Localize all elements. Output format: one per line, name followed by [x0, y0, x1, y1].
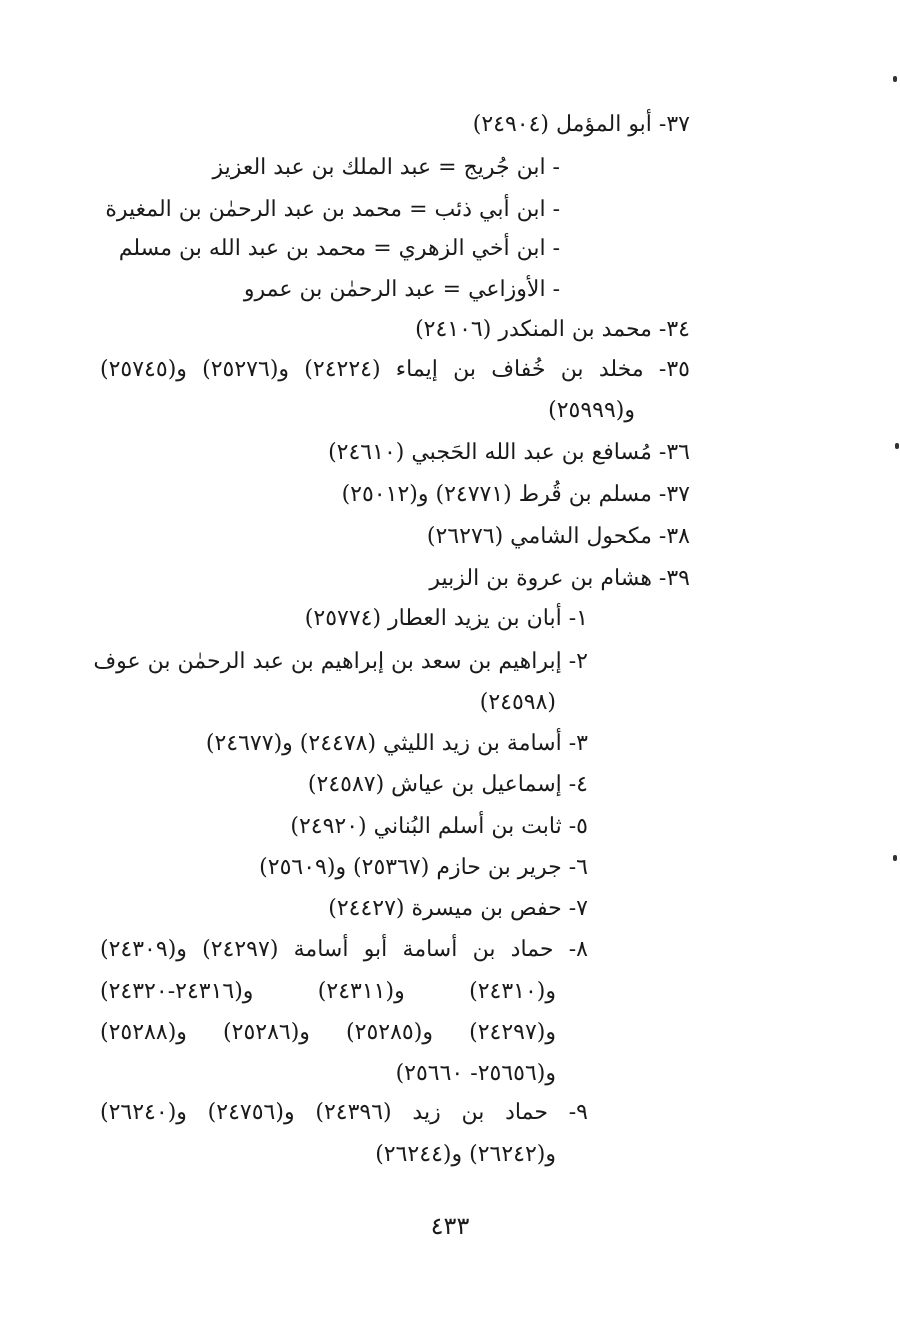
entry-line: ٣٩- هشام بن عروة بن الزبير: [429, 566, 690, 591]
narrator-continuation: (٢٤٥٩٨): [479, 690, 556, 715]
narrator-line: ٦- جرير بن حازم (٢٥٣٦٧) و(٢٥٦٠٩): [259, 855, 588, 880]
narrator-line: ٢- إبراهيم بن سعد بن إبراهيم بن عبد الرحمٰن بن عوف: [93, 649, 588, 674]
sub-entry-line: - ابن جُريج = عبد الملك بن عبد العزيز: [212, 155, 560, 180]
page-number: ٤٣٣: [430, 1212, 470, 1240]
narrator-line: ٩- حماد بن زيد (٢٤٣٩٦) و(٢٤٧٥٦) و(٢٦٢٤٠): [100, 1100, 588, 1125]
entry-continuation: و(٢٥٩٩٩): [548, 398, 635, 423]
sub-entry-line: - الأوزاعي = عبد الرحمٰن بن عمرو: [243, 277, 560, 302]
narrator-line: ٤- إسماعيل بن عياش (٢٤٥٨٧): [307, 772, 588, 797]
scan-mark: [893, 855, 897, 861]
narrator-line: ١- أبان بن يزيد العطار (٢٥٧٧٤): [304, 606, 588, 631]
entry-line: ٣٦- مُسافع بن عبد الله الحَجبي (٢٤٦١٠): [328, 440, 690, 465]
narrator-continuation: و(٢٤٢٩٧) و(٢٥٢٨٥) و(٢٥٢٨٦) و(٢٥٢٨٨): [100, 1020, 556, 1045]
entry-line: ٣٧- مسلم بن قُرط (٢٤٧٧١) و(٢٥٠١٢): [341, 482, 690, 507]
narrator-line: ٣- أسامة بن زيد الليثي (٢٤٤٧٨) و(٢٤٦٧٧): [205, 731, 588, 756]
scan-mark: [893, 76, 897, 82]
narrator-line: ٨- حماد بن أسامة أبو أسامة (٢٤٢٩٧) و(٢٤٣٠٩): [100, 937, 588, 962]
entry-line: ٣٨- مكحول الشامي (٢٦٢٧٦): [426, 524, 690, 549]
entry-line: ٣٧- أبو المؤمل (٢٤٩٠٤): [472, 112, 690, 137]
narrator-continuation: و(٢٥٦٥٦- ٢٥٦٦٠): [395, 1061, 556, 1086]
sub-entry-line: - ابن أبي ذئب = محمد بن عبد الرحمٰن بن المغيرة: [105, 197, 560, 222]
narrator-line: ٥- ثابت بن أسلم البُناني (٢٤٩٢٠): [290, 814, 588, 839]
narrator-continuation: و(٢٤٣١٠) و(٢٤٣١١) و(٢٤٣١٦-٢٤٣٢٠): [100, 979, 556, 1004]
entry-line: ٣٥- مخلد بن خُفاف بن إيماء (٢٤٢٢٤) و(٢٥٢٧٦) و(٢٥٧٤٥): [100, 357, 690, 382]
narrator-continuation: و(٢٦٢٤٢) و(٢٦٢٤٤): [375, 1142, 556, 1167]
narrator-line: ٧- حفص بن ميسرة (٢٤٤٢٧): [328, 896, 588, 921]
scan-mark: [895, 443, 899, 449]
sub-entry-line: - ابن أخي الزهري = محمد بن عبد الله بن مسلم: [118, 236, 560, 261]
entry-line: ٣٤- محمد بن المنكدر (٢٤١٠٦): [415, 317, 690, 342]
